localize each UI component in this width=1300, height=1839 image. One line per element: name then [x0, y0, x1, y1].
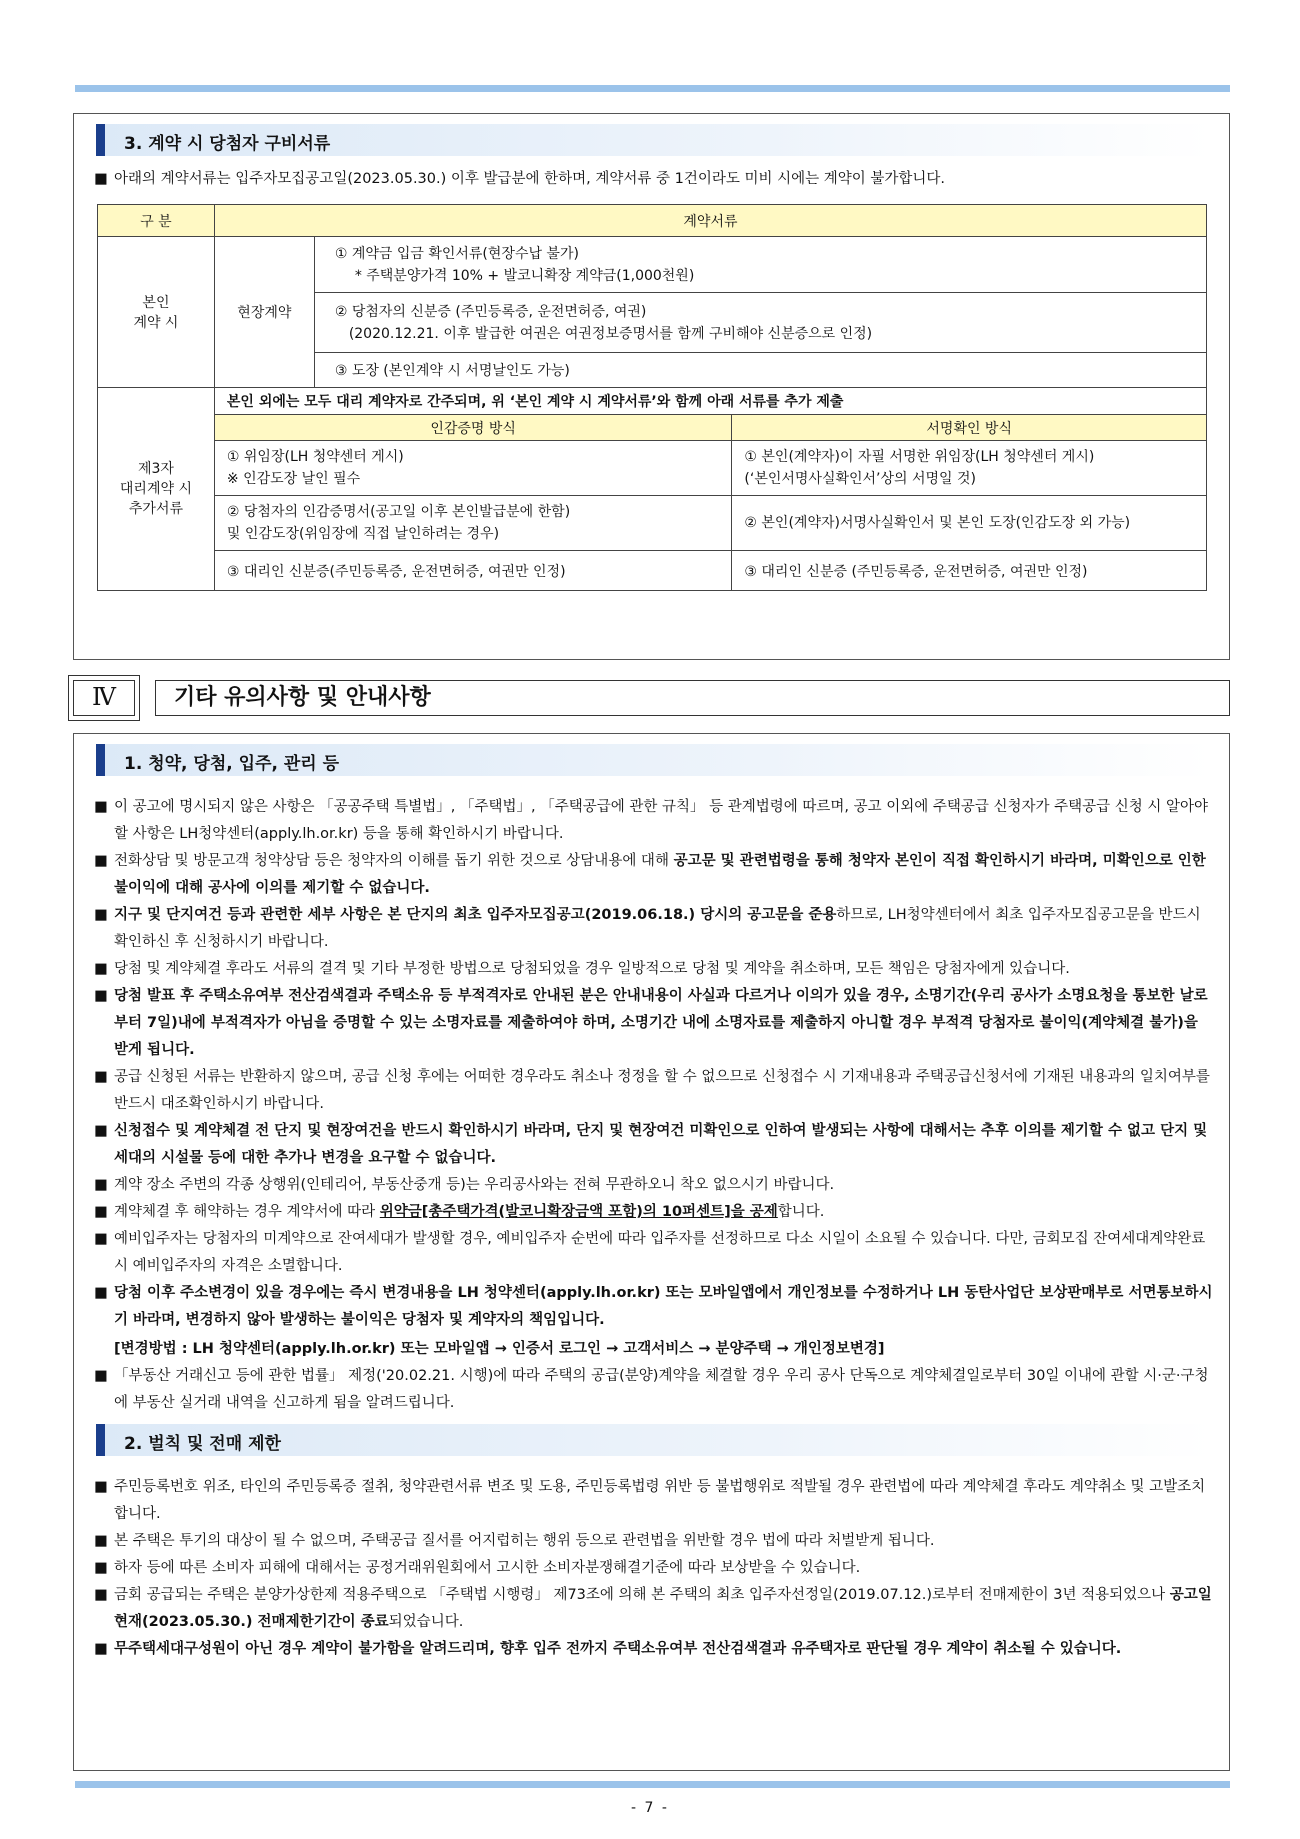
onsite-contract-label: 현장계약: [214, 237, 314, 388]
header-category: 구 분: [98, 205, 215, 237]
sign-method-header: 서명확인 방식: [732, 415, 1207, 441]
section-3-box: 3. 계약 시 당첨자 구비서류 ■ 아래의 계약서류는 입주자모집공고일(2023.05.30.) 이후 발급분에 한하며, 계약서류 중 1건이라도 미비 시에는 계약이 불가합니다. 구 분 계약서류 본인 계약 시 현장계약 ① 계약금 입금 확인서류(현장수납 불가) * 주택분양가격 10% + 발코니확장 계약금(1,000천원) ② 당첨자의 신분증 (주민등록증, 운전면허증, 여권) (2020.12.21. 이후 발급한 여권은 여권정보증명서를 함께 구비해야 신분증으로 인정) ③ 도장 (본인계약 시 서명날인도 가능) 제3자 대리계약 시 추가서류 본인 외에는 모두 대리 계약자로 간주되며, 위 ‘본인 계약 시 계약서류’와 함께 아래 서류를 추가 제출 인감증명 방식 서명확인 방식 ① 위임장(LH 청약센터 게시) ※ 인감도장 날인 필수 ① 본인(계약자)이 자필 서명한 위임장(LH 청약센터 게시) (‘본인서명사실확인서’상의 서명일 것) ② 당첨자의 인감증명서(공고일 이후 본인발급분에 한함) 및 인감도장(위임장에 직접 날인하려는 경우) ② 본인(계약자)서명사실확인서 및 본인 도장(인감도장 외 가능) ③ 대리인 신분증(주민등록증, 운전면허증, 여권만 인정) ③ 대리인 신분증 (주민등록증, 운전면허증, 여권만 인정): [73, 113, 1230, 660]
chapter-title: 기타 유의사항 및 안내사항: [155, 680, 1230, 716]
section-3-header: [96, 124, 1211, 156]
section-2-title: 2. 벌칙 및 전매 제한: [124, 1434, 281, 1454]
seal-method-header: 인감증명 방식: [214, 415, 732, 441]
seal-item-3: ③ 대리인 신분증(주민등록증, 운전면허증, 여권만 인정): [214, 551, 732, 591]
section-3-title: 3. 계약 시 당첨자 구비서류: [124, 134, 331, 154]
header-accent-bar: [96, 1424, 105, 1456]
header-accent-bar: [96, 124, 105, 156]
self-contract-label: 본인 계약 시: [98, 237, 215, 388]
notices-box: 1. 청약, 당첨, 입주, 관리 등 ■ 이 공고에 명시되지 않은 사항은 「공공주택 특별법」, 「주택법」, 「주택공급에 관한 규칙」 등 관계법령에 따르며, 공고 이외에 주택공급 신청자가 주택공급 신청 시 알아야 할 사항은 LH청약센터(apply.lh.or.kr) 등을 통해 확인하시기 바랍니다. ■ 전화상담 및 방문고객 청약상담 등은 청약자의 이해를 돕기 위한 것으로 상담내용에 대해 공고문 및 관련법령을 통해 청약자 본인이 직접 확인하시기 바라며, 미확인으로 인한 불이익에 대해 공사에 이의를 제기할 수 없습니다. ■ 지구 및 단지여건 등과 관련한 세부 사항은 본 단지의 최초 입주자모집공고(2019.06.18.) 당시의 공고문을 준용하므로, LH청약센터에서 최초 입주자모집공고문을 반드시 확인하신 후 신청하시기 바랍니다. ■ 당첨 및 계약체결 후라도 서류의 결격 및 기타 부정한 방법으로 당첨되었을 경우 일방적으로 당첨 및 계약을 취소하며, 모든 책임은 당첨자에게 있습니다. ■ 당첨 발표 후 주택소유여부 전산검색결과 주택소유 등 부적격자로 안내된 분은 안내내용이 사실과 다르거나 이의가 있을 경우, 소명기간(우리 공사가 소명요청을 통보한 날로부터 7일)내에 부적격자가 아님을 증명할 수 있는 소명자료를 제출하여야 하며, 소명기간 내에 소명자료를 제출하지 아니할 경우 부적격 당첨자로 불이익(계약체결 불가)을 받게 됩니다. ■ 공급 신청된 서류는 반환하지 않으며, 공급 신청 후에는 어떠한 경우라도 취소나 정정을 할 수 없으므로 신청접수 시 기재내용과 주택공급신청서에 기재된 내용과의 일치여부를 반드시 대조확인하시기 바랍니다. ■ 신청접수 및 계약체결 전 단지 및 현장여건을 반드시 확인하시기 바라며, 단지 및 현장여건 미확인으로 인하여 발생되는 사항에 대해서는 추후 이의를 제기할 수 없고 단지 및 세대의 시설물 등에 대한 추가나 변경을 요구할 수 없습니다. ■ 계약 장소 주변의 각종 상행위(인테리어, 부동산중개 등)는 우리공사와는 전혀 무관하오니 착오 없으시기 바랍니다. ■ 계약체결 후 해약하는 경우 계약서에 따라 위약금[총주택가격(발코니확장금액 포함)의 10퍼센트]을 공제합니다. ■ 예비입주자는 당첨자의 미계약으로 잔여세대가 발생할 경우, 예비입주자 순번에 따라 입주자를 선정하므로 다소 시일이 소요될 수 있습니다. 다만, 금회모집 잔여세대계약완료시 예비입주자의 자격은 소멸합니다. ■ 당첨 이후 주소변경이 있을 경우에는 즉시 변경내용을 LH 청약센터(apply.lh.or.kr) 또는 모바일앱에서 개인정보를 수정하거나 LH 동탄사업단 보상판매부로 서면통보하시기 바라며, 변경하지 않아 발생하는 불이익은 당첨자 및 계약자의 책임입니다. [변경방법 : LH 청약센터(apply.lh.or.kr) 또는 모바일앱 → 인증서 로그인 → 고객서비스 → 분양주택 → 개인정보변경] ■ 「부동산 거래신고 등에 관한 법률」 제정('20.02.21. 시행)에 따라 주택의 공급(분양)계약을 체결할 경우 우리 공사 단독으로 계약체결일로부터 30일 이내에 관할 시·군·구청에 부동산 실거래 내역을 신고하게 됨을 알려드립니다. 2. 벌칙 및 전매 제한 ■ 주민등록번호 위조, 타인의 주민등록증 절취, 청약관련서류 변조 및 도용, 주민등록법령 위반 등 불법행위로 적발될 경우 관련법에 따라 계약체결 후라도 계약취소 및 고발조치 합니다. ■ 본 주택은 투기의 대상이 될 수 없으며, 주택공급 질서를 어지럽히는 행위 등으로 관련법을 위반할 경우 법에 따라 처벌받게 됩니다. ■ 하자 등에 따른 소비자 피해에 대해서는 공정거래위원회에서 고시한 소비자분쟁해결기준에 따라 보상받을 수 있습니다. ■ 금회 공급되는 주택은 분양가상한제 적용주택으로 「주택법 시행령」 제73조에 의해 본 주택의 최초 입주자선정일(2019.07.12.)로부터 전매제한이 3년 적용되었으나 공고일 현재(2023.05.30.) 전매제한기간이 종료되었습니다. ■ 무주택세대구성원이 아닌 경우 계약이 불가함을 알려드리며, 향후 입주 전까지 주택소유여부 전산검색결과 유주택자로 판단될 경우 계약이 취소될 수 있습니다.: [73, 733, 1230, 1771]
bullet-square-icon: ■: [94, 171, 108, 187]
header-documents: 계약서류: [214, 205, 1206, 237]
bottom-rule: [75, 1781, 1230, 1788]
self-item-2: ② 당첨자의 신분증 (주민등록증, 운전면허증, 여권) (2020.12.21. 이후 발급한 여권은 여권정보증명서를 함께 구비해야 신분증으로 인정): [314, 293, 1206, 353]
sign-item-3: ③ 대리인 신분증 (주민등록증, 운전면허증, 여권만 인정): [732, 551, 1207, 591]
chapter-numeral: Ⅳ: [73, 680, 135, 716]
self-item-3: ③ 도장 (본인계약 시 서명날인도 가능): [314, 353, 1206, 388]
seal-item-2: ② 당첨자의 인감증명서(공고일 이후 본인발급분에 한함) 및 인감도장(위임장에 직접 날인하려는 경우): [214, 496, 732, 551]
proxy-contract-label: 제3자 대리계약 시 추가서류: [98, 388, 215, 591]
seal-item-1: ① 위임장(LH 청약센터 게시) ※ 인감도장 날인 필수: [214, 441, 732, 496]
top-rule: [75, 85, 1230, 92]
section-2-header: [96, 1424, 1211, 1456]
self-item-1: ① 계약금 입금 확인서류(현장수납 불가) * 주택분양가격 10% + 발코니확장 계약금(1,000천원): [314, 237, 1206, 293]
proxy-note: 본인 외에는 모두 대리 계약자로 간주되며, 위 ‘본인 계약 시 계약서류’와 함께 아래 서류를 추가 제출: [214, 388, 1206, 415]
contract-documents-table: [97, 204, 1207, 591]
sign-item-2: ② 본인(계약자)서명사실확인서 및 본인 도장(인감도장 외 가능): [732, 496, 1207, 551]
page-number: - 7 -: [631, 1800, 669, 1816]
sign-item-1: ① 본인(계약자)이 자필 서명한 위임장(LH 청약센터 게시) (‘본인서명사실확인서’상의 서명일 것): [732, 441, 1207, 496]
section-1-title: 1. 청약, 당첨, 입주, 관리 등: [124, 754, 340, 774]
header-accent-bar: [96, 744, 105, 776]
section-1-header: [96, 744, 1211, 776]
